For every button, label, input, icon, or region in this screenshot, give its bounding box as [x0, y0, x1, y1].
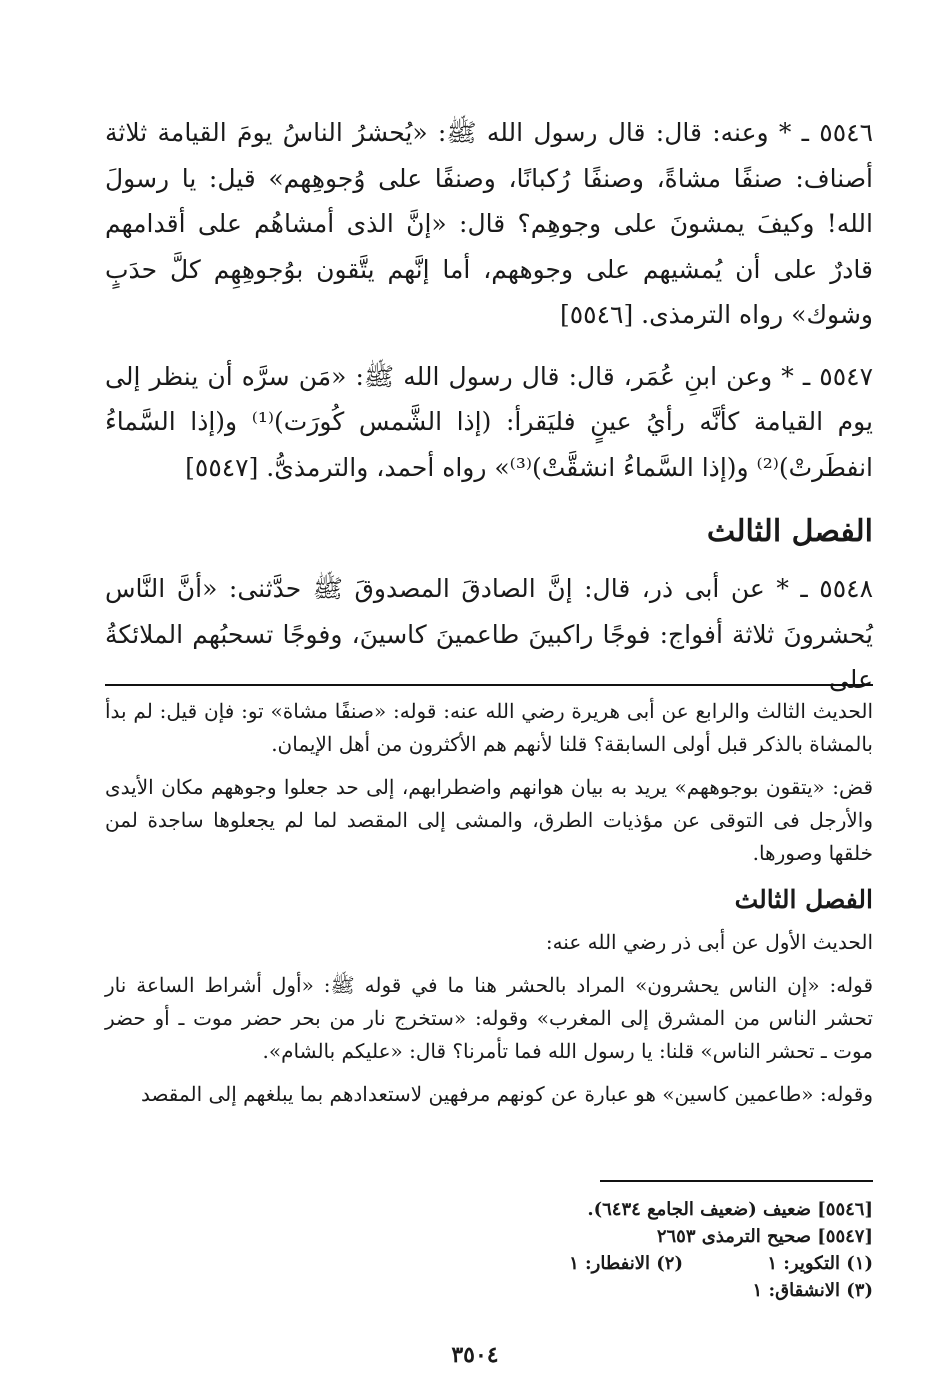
- commentary-text: [105, 695, 873, 1121]
- footnote-5546: [٥٥٤٦] ضعيف (ضعيف الجامع ٦٤٣٤).: [587, 1199, 873, 1220]
- commentary-paragraph: الحديث الثالث والرابع عن أبى هريرة رضي الله عنه: قوله: «صنفًا مشاة» تو: فإن قيل: لم بدأ بالمشاة بالذكر قبل أولى السابقة؟ قلنا لأنهم هم الأكثرون من أهل الإيمان.: [105, 699, 873, 756]
- page-number: ٣٥٠٤: [451, 1342, 499, 1368]
- footnotes: [105, 1196, 873, 1304]
- hadith-5546: ٥٥٤٦ ـ * وعنه: قال: قال رسول الله ﷺ: «يُحشرُ الناسُ يومَ القيامة ثلاثة أصناف: صنفًا مشاةً، وصنفًا رُكبانًا، وصنفًا على وُجوهِهم» قيل: يا رسولَ الله! وكيفَ يمشونَ على وجوهِم؟ قال: «إنَّ الذى أمشاهُم على أقدامهم قادرٌ على أن يُمشيهم على وجوههم، أما إنَّهم يتَّقون بوُجوهِهِم كلَّ حدَبٍ وشوك» رواه الترمذى. [٥٥٤٦]: [105, 118, 873, 329]
- footnote-3: (٣) الانشقاق: ١: [752, 1280, 873, 1301]
- commentary-paragraph: الحديث الأول عن أبى ذر رضي الله عنه:: [545, 930, 873, 954]
- commentary-paragraph: قوله: «إن الناس يحشرون» المراد بالحشر هنا ما في قوله ﷺ: «أول أشراط الساعة نار تحشر الناس من المشرق إلى المغرب» وقوله: «ستخرج نار من بحر حضر موت ـ أو حضر موت ـ تحشر الناس» قلنا: يا رسول الله فما تأمرنا؟ قال: «عليكم بالشام».: [105, 973, 873, 1063]
- commentary-paragraph: قض: «يتقون بوجوههم» يريد به بيان هوانهم واضطرابهم، إلى حد جعلوا وجوههم مكان الأيدى والأرجل فى التوقى عن مؤذيات الطرق، والمشى إلى المقصد لما لم يجعلوها ساجدة لمن خلقها وصورها.: [105, 775, 873, 865]
- main-divider: [105, 684, 873, 686]
- footnote-row: [105, 1250, 873, 1277]
- hadith-5547: ٥٥٤٧ ـ * وعن ابنِ عُمَر، قال: قال رسول الله ﷺ: «مَن سرَّه أن ينظر إلى يوم القيامة كأنَّه رأيُ عينٍ فليَقرأ: (إذا الشَّمس كُورَت)⁽¹⁾ و(إذا السَّماءُ انفطَرتْ)⁽²⁾ و(إذا السَّماءُ انشقَّتْ)⁽³⁾» رواه أحمد، والترمذىُّ. [٥٥٤٧]: [105, 361, 873, 482]
- footnote-5547: [٥٥٤٧] صحيح الترمذى ٢٦٥٣: [656, 1226, 873, 1247]
- commentary-heading: الفصل الثالث: [734, 885, 873, 914]
- footnote-2: (٢) الانفطار: ١: [569, 1253, 683, 1274]
- footnote-1: (١) التكوير: ١: [767, 1253, 873, 1274]
- footnote-divider: [600, 1180, 873, 1182]
- hadith-5548: ٥٥٤٨ ـ * عن أبى ذر، قال: إنَّ الصادقَ المصدوقَ ﷺ حدَّثنى: «أنَّ النَّاس يُحشرونَ ثلاثة أفواج: فوجًا راكبينَ طاعمينَ كاسينَ، وفوجًا تسحبُهم الملائكةُ على: [105, 574, 873, 694]
- chapter-title: الفصل الثالث: [706, 514, 873, 549]
- main-text: [105, 110, 873, 703]
- commentary-paragraph: وقوله: «طاعمين كاسين» هو عبارة عن كونهم مرفهين لاستعدادهم بما يبلغهم إلى المقصد: [140, 1082, 873, 1106]
